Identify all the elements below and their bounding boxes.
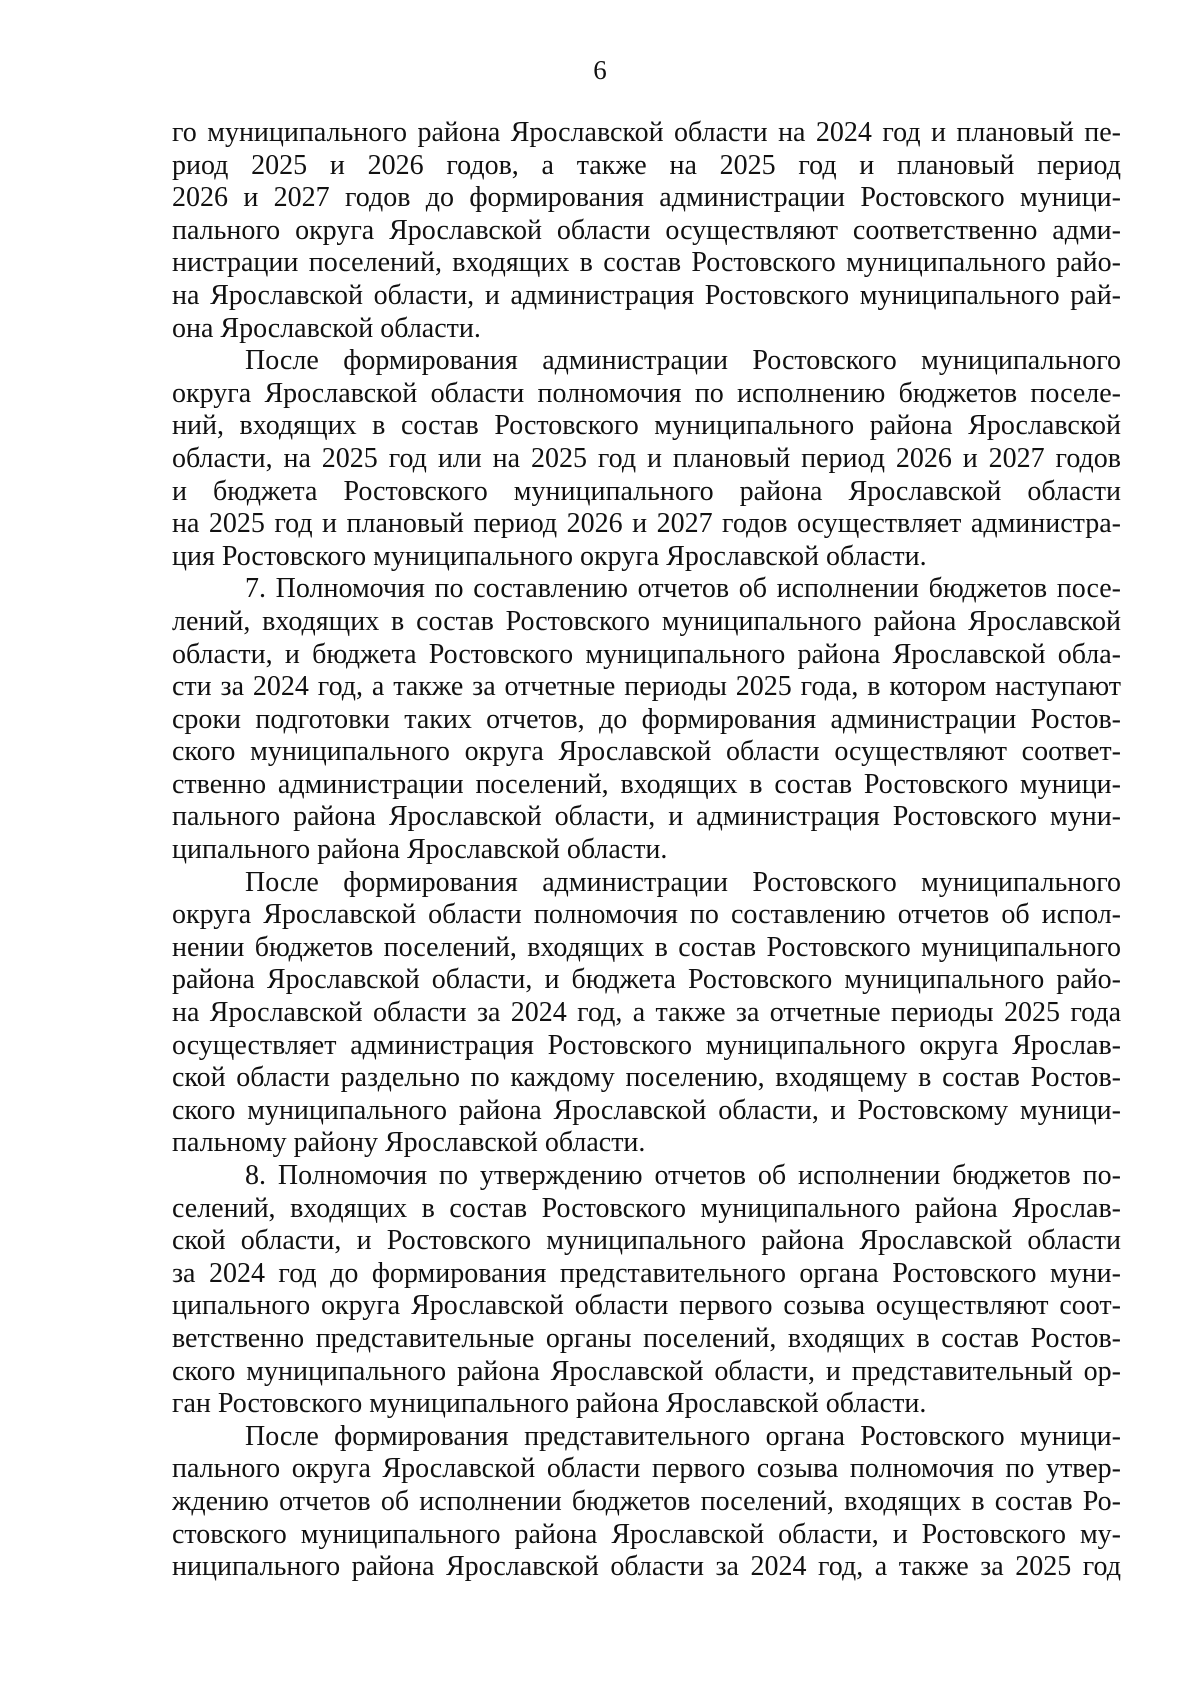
paragraph [172,573,1121,866]
text-line: ского муниципального района Ярославской области, и Ростовскому муници- [172,1094,1121,1126]
text-line: риод 2025 и 2026 годов, а также на 2025 год и плановый период [172,149,1121,181]
text-line: на Ярославской области за 2024 год, а также за отчетные периоды 2025 года [172,997,1121,1029]
paragraph [172,117,1121,345]
text-line: После формирования администрации Ростовского муниципального [245,345,1121,377]
paragraph [172,1160,1121,1421]
text-line: 8. Полномочия по утверждению отчетов об исполнении бюджетов по- [245,1160,1121,1191]
text-line: 2026 и 2027 годов до формирования администрации Ростовского муници- [172,182,1121,214]
text-line: ственно администрации поселений, входящих в состав Ростовского муници- [172,768,1121,800]
document-body [172,117,1121,1584]
text-line: После формирования представительного органа Ростовского муници- [245,1420,1121,1452]
text-line: сти за 2024 год, а также за отчетные периоды 2025 года, в котором наступают [172,671,1121,703]
text-line: ниципального района Ярославской области за 2024 год, а также за 2025 год [172,1551,1121,1583]
text-line: селений, входящих в состав Ростовского муниципального района Ярослав- [172,1192,1121,1224]
text-line: области, на 2025 год или на 2025 год и плановый период 2026 и 2027 годов [172,442,1121,474]
text-line: ского муниципального округа Ярославской области осуществляют соответ- [172,736,1121,768]
text-line: и бюджета Ростовского муниципального района Ярославской области [172,475,1121,507]
text-line: лений, входящих в состав Ростовского муниципального района Ярославской [172,605,1121,637]
text-line: пального округа Ярославской области осуществляют соответственно адми- [172,214,1121,246]
text-line: стовского муниципального района Ярославской области, и Ростовского му- [172,1518,1121,1550]
text-line: ской области, и Ростовского муниципального района Ярославской области [172,1225,1121,1257]
text-line: ветственно представительные органы поселений, входящих в состав Ростов- [172,1322,1121,1354]
paragraph [172,1421,1121,1584]
text-line: округа Ярославской области полномочия по составлению отчетов об испол- [172,899,1121,931]
text-line: После формирования администрации Ростовского муниципального [245,866,1121,898]
text-line: она Ярославской области. [172,312,481,344]
text-line: на 2025 год и плановый период 2026 и 2027 годов осуществляет администра- [172,508,1121,540]
text-line: пальному району Ярославской области. [172,1127,646,1159]
text-line: пального округа Ярославской области первого созыва полномочия по утвер- [172,1453,1121,1485]
text-line: ципального района Ярославской области. [172,834,668,866]
text-line: осуществляет администрация Ростовского муниципального округа Ярослав- [172,1029,1121,1061]
text-line: ждению отчетов об исполнении бюджетов поселений, входящих в состав Ро- [172,1485,1121,1517]
page-number: 6 [593,55,607,85]
text-line: ской области раздельно по каждому поселению, входящему в состав Ростов- [172,1062,1121,1094]
text-line: на Ярославской области, и администрация Ростовского муниципального рай- [172,279,1121,311]
text-line: за 2024 год до формирования представительного органа Ростовского муни- [172,1257,1121,1289]
text-line: ция Ростовского муниципального округа Ярославской области. [172,540,927,572]
text-line: района Ярославской области, и бюджета Ростовского муниципального райо- [172,964,1121,996]
paragraph [172,867,1121,1160]
text-line: ского муниципального района Ярославской области, и представительный ор- [172,1355,1121,1387]
text-line: округа Ярославской области полномочия по исполнению бюджетов поселе- [172,377,1121,409]
paragraph [172,345,1121,573]
text-line: го муниципального района Ярославской области на 2024 год и плановый пе- [172,117,1121,148]
text-line: ципального округа Ярославской области первого созыва осуществляют соот- [172,1290,1121,1322]
text-line: ган Ростовского муниципального района Ярославской области. [172,1388,927,1420]
text-line: 7. Полномочия по составлению отчетов об исполнении бюджетов посе- [245,573,1121,605]
text-line: сроки подготовки таких отчетов, до формирования администрации Ростов- [172,703,1121,735]
text-line: ний, входящих в состав Ростовского муниципального района Ярославской [172,410,1121,442]
text-line: нистрации поселений, входящих в состав Ростовского муниципального райо- [172,247,1121,279]
text-line: пального района Ярославской области, и администрация Ростовского муни- [172,801,1121,833]
text-line: области, и бюджета Ростовского муниципального района Ярославской обла- [172,638,1121,670]
text-line: нении бюджетов поселений, входящих в состав Ростовского муниципального [172,931,1121,963]
